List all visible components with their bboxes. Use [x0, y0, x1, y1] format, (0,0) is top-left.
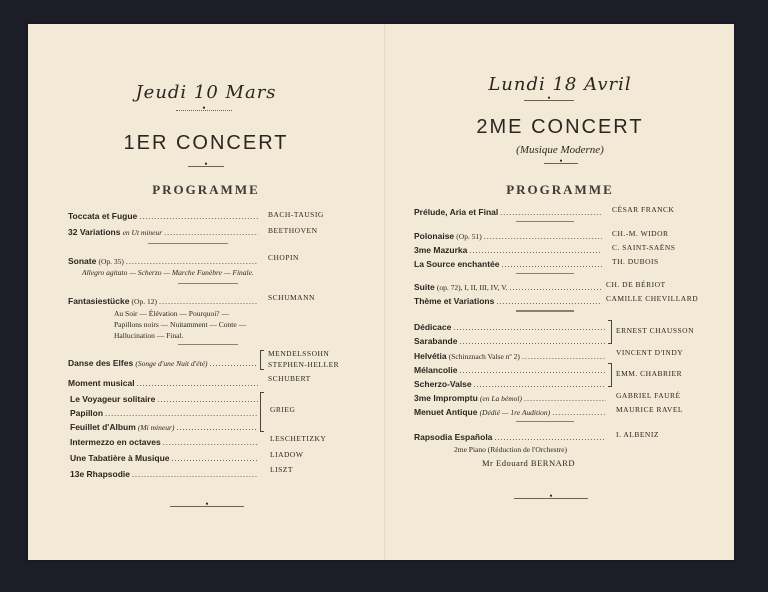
- composer: SCHUBERT: [268, 374, 311, 383]
- date-ornament: [176, 110, 232, 111]
- brace: [260, 350, 264, 370]
- programme-item: Intermezzo en octaves .....: [70, 437, 260, 447]
- programme-item: Danse des Elfes (Songe d'une Nuit d'été) .....: [68, 358, 260, 368]
- date-ornament: [524, 100, 574, 101]
- divider: [178, 344, 238, 345]
- programme-item: Sarabande .....: [414, 336, 608, 346]
- programme-item: 32 Variations en Ut mineur .....: [68, 227, 260, 237]
- brace: [608, 363, 612, 387]
- programme-heading: PROGRAMME: [506, 182, 614, 197]
- programme-item: Prélude, Aria et Final .....: [414, 207, 604, 217]
- movements: Au Soir — Élévation — Pourquoi? —: [114, 309, 229, 318]
- programme-item: Papillon .....: [70, 408, 260, 418]
- programme-item: Menuet Antique (Dédié — 1re Audition) .....: [414, 407, 608, 417]
- composer: CÉSAR FRANCK: [612, 205, 675, 214]
- programme-item: 13e Rhapsodie .....: [70, 469, 260, 479]
- divider: [178, 283, 238, 284]
- composer: GRIEG: [270, 405, 296, 414]
- brace: [260, 392, 264, 432]
- programme-item: Helvétia (Schinznach Valse nº 2) .....: [414, 351, 608, 361]
- programme-item: 3me Impromptu (en La bémol) .....: [414, 393, 608, 403]
- composer: EMM. CHABRIER: [616, 369, 683, 378]
- composer: VINCENT D'INDY: [616, 348, 684, 357]
- composer: C. SAINT-SAËNS: [612, 243, 676, 252]
- programme-sheet: [28, 24, 734, 560]
- composer: CH.-M. WIDOR: [612, 229, 669, 238]
- movements: Allegro agitato — Scherzo — Marche Funèbre — Finale.: [82, 268, 254, 277]
- composer: GABRIEL FAURÉ: [616, 391, 681, 400]
- programme-item: Une Tabatière à Musique .....: [70, 453, 260, 463]
- divider: [516, 421, 574, 422]
- programme-item: Polonaise (Op. 51) .....: [414, 231, 604, 241]
- composer: LIADOW: [270, 450, 304, 459]
- movements: Hallucination — Final.: [114, 331, 184, 340]
- page-concert-1: [28, 24, 384, 560]
- programme-heading: PROGRAMME: [152, 182, 260, 197]
- composer: BACH-TAUSIG: [268, 210, 324, 219]
- composer: MENDELSSOHN: [268, 349, 330, 358]
- programme-item: Feuillet d'Album (Mi mineur) .....: [70, 422, 260, 432]
- composer: MAURICE RAVEL: [616, 405, 683, 414]
- title-ornament: [188, 166, 224, 167]
- piano-note: 2me Piano (Réduction de l'Orchestre): [454, 445, 567, 454]
- composer: TH. DUBOIS: [612, 257, 659, 266]
- composer: CH. DE BÉRIOT: [606, 280, 666, 289]
- divider: [516, 221, 574, 222]
- concert-2-date: Lundi 18 Avril: [488, 74, 632, 95]
- programme-item: Fantasiestücke (Op. 12) .....: [68, 296, 260, 306]
- programme-item: Toccata et Fugue .....: [68, 211, 260, 221]
- divider: [516, 273, 574, 274]
- concert-2-subtitle: (Musique Moderne): [516, 144, 604, 156]
- end-ornament: [170, 506, 244, 507]
- programme-item: La Source enchantée .....: [414, 259, 604, 269]
- programme-item: Le Voyageur solitaire .....: [70, 394, 260, 404]
- movements: Papillons noirs — Nuitamment — Conte —: [114, 320, 247, 329]
- composer: SCHUMANN: [268, 293, 315, 302]
- composer: LISZT: [270, 465, 293, 474]
- concert-1-date: Jeudi 10 Mars: [135, 82, 277, 103]
- composer: ERNEST CHAUSSON: [616, 326, 694, 335]
- end-ornament: [514, 498, 588, 499]
- composer: BEETHOVEN: [268, 226, 318, 235]
- programme-item: Scherzo-Valse .....: [414, 379, 608, 389]
- programme-item: Moment musical .....: [68, 378, 260, 388]
- programme-item: Rapsodia Española .....: [414, 432, 608, 442]
- page-concert-2: [386, 24, 734, 560]
- composer: STEPHEN-HELLER: [268, 360, 340, 369]
- composer: LESCHETIZKY: [270, 434, 327, 443]
- divider: [148, 243, 228, 244]
- programme-item: Suite (op. 72), I, II, III, IV, V. .....: [414, 282, 604, 292]
- programme-item: Thème et Variations .....: [414, 296, 604, 306]
- divider: [516, 310, 574, 312]
- brace: [608, 320, 612, 344]
- programme-item: 3me Mazurka .....: [414, 245, 604, 255]
- composer: CHOPIN: [268, 253, 299, 262]
- composer: CAMILLE CHEVILLARD: [606, 294, 699, 303]
- concert-1-title: 1ER CONCERT: [123, 132, 289, 154]
- performer: Mr Edouard BERNARD: [482, 458, 576, 468]
- programme-item: Dédicace .....: [414, 322, 608, 332]
- programme-item: Mélancolie .....: [414, 365, 608, 375]
- concert-2-title: 2ME CONCERT: [476, 116, 644, 138]
- title-ornament: [544, 163, 578, 164]
- programme-item: Sonate (Op. 35) .....: [68, 256, 260, 266]
- composer: I. ALBENIZ: [616, 430, 659, 439]
